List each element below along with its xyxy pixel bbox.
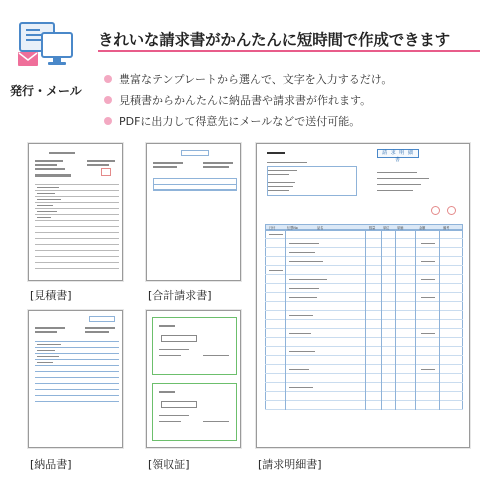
headline: きれいな請求書がかんたんに短時間で作成できます <box>98 31 450 49</box>
caption-total-invoice: [合計請求書] <box>148 289 212 302</box>
hero-label: 発行・メール <box>10 84 82 98</box>
feature-item: 見積書からかんたんに納品書や請求書が作れます。 <box>104 89 392 110</box>
bullet-dot-icon <box>104 75 112 83</box>
statement-header-unit: 単位 <box>383 226 390 230</box>
bullet-dot-icon <box>104 117 112 125</box>
statement-thumbnail <box>256 143 470 448</box>
caption-quote: [見積書] <box>30 289 72 302</box>
statement-header-qty: 数量 <box>369 226 376 230</box>
statement-header-price: 単価 <box>397 226 404 230</box>
delivery-thumbnail <box>28 310 123 448</box>
total-invoice-thumbnail <box>146 143 241 281</box>
headline-underline <box>98 50 480 52</box>
statement-header-amount: 金額 <box>419 226 426 230</box>
statement-header-slip: 伝票No <box>287 226 298 230</box>
quote-thumbnail <box>28 143 123 281</box>
monitor-mail-icon <box>18 22 78 68</box>
caption-statement: [請求明細書] <box>258 458 322 471</box>
caption-delivery: [納品書] <box>30 458 72 471</box>
caption-receipt: [領収証] <box>148 458 190 471</box>
statement-header-date: 日付 <box>269 226 276 230</box>
statement-header-notes: 備考 <box>443 226 450 230</box>
receipt-thumbnail <box>146 310 241 448</box>
feature-list <box>104 68 392 131</box>
statement-title: 請 求 明 細 書 <box>377 149 419 158</box>
feature-item: 豊富なテンプレートから選んで、文字を入力するだけ。 <box>104 68 392 89</box>
feature-item: PDFに出力して得意先にメールなどで送付可能。 <box>104 110 392 131</box>
statement-header-item: 品名 <box>317 226 324 230</box>
bullet-dot-icon <box>104 96 112 104</box>
